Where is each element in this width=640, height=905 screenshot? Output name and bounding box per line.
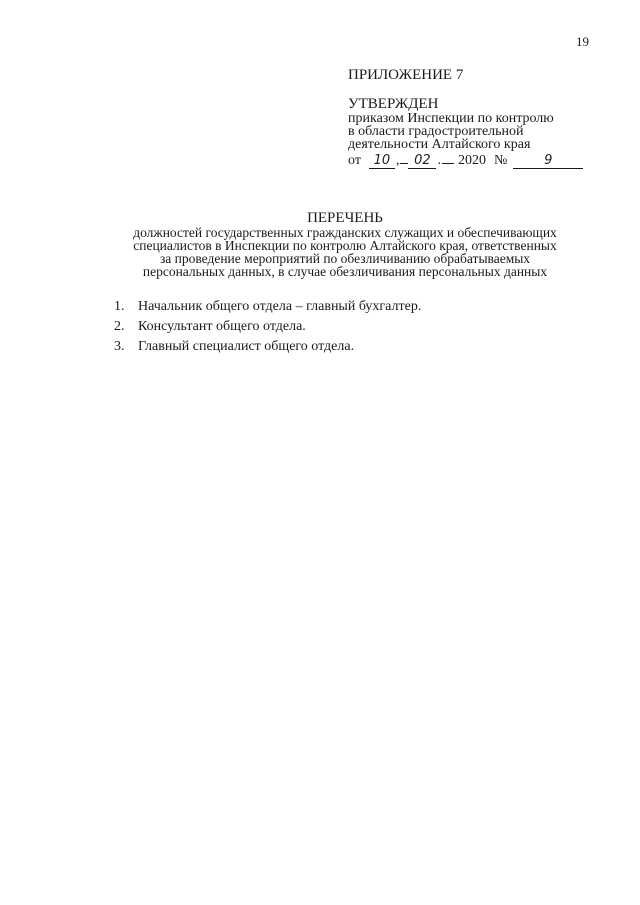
list-item [114, 337, 421, 357]
order-number-handwritten: 9 [513, 154, 583, 169]
date-year: 2020 [457, 153, 486, 168]
list-item [114, 317, 421, 337]
approved-title: УТВЕРЖДЕН [348, 96, 439, 112]
list-item [114, 297, 421, 317]
list-item-text: Главный специалист общего отдела. [138, 339, 355, 354]
list-item-number: 1. [114, 299, 125, 314]
list-item-number: 2. [114, 319, 125, 334]
date-day-handwritten: 10 [369, 154, 395, 169]
heading-line: специалистов в Инспекции по контролю Алтайского края, ответственных [133, 238, 557, 253]
heading-line: за проведение мероприятий по обезличиванию обрабатываемых [159, 251, 531, 266]
list-item-text: Начальник общего отдела – главный бухгалтер. [138, 299, 422, 314]
number-sign: № [493, 153, 508, 168]
page-number: 19 [576, 34, 589, 49]
appendix-title: ПРИЛОЖЕНИЕ 7 [348, 67, 464, 83]
approved-line: деятельности Алтайского края [348, 137, 531, 152]
heading-title: ПЕРЕЧЕНЬ [307, 210, 383, 226]
approved-line: приказом Инспекции по контролю [348, 111, 554, 126]
positions-list [114, 297, 421, 357]
heading-line: должностей государственных гражданских служащих и обеспечивающих [133, 225, 557, 240]
date-month-handwritten: 02 [408, 154, 436, 169]
heading-line: персональных данных, в случае обезличивания персональных данных [142, 264, 548, 279]
list-item-number: 3. [114, 339, 125, 354]
date-prefix: от [348, 153, 361, 168]
approved-line: в области градостроительной [348, 124, 524, 139]
date-underline [442, 163, 454, 164]
list-item-text: Консультант общего отдела. [138, 319, 306, 334]
document-heading [90, 210, 600, 278]
appendix-block [348, 66, 598, 169]
date-underline [400, 163, 408, 164]
approval-date-row: от 10 , 02 . 2020 № 9 [348, 153, 598, 169]
